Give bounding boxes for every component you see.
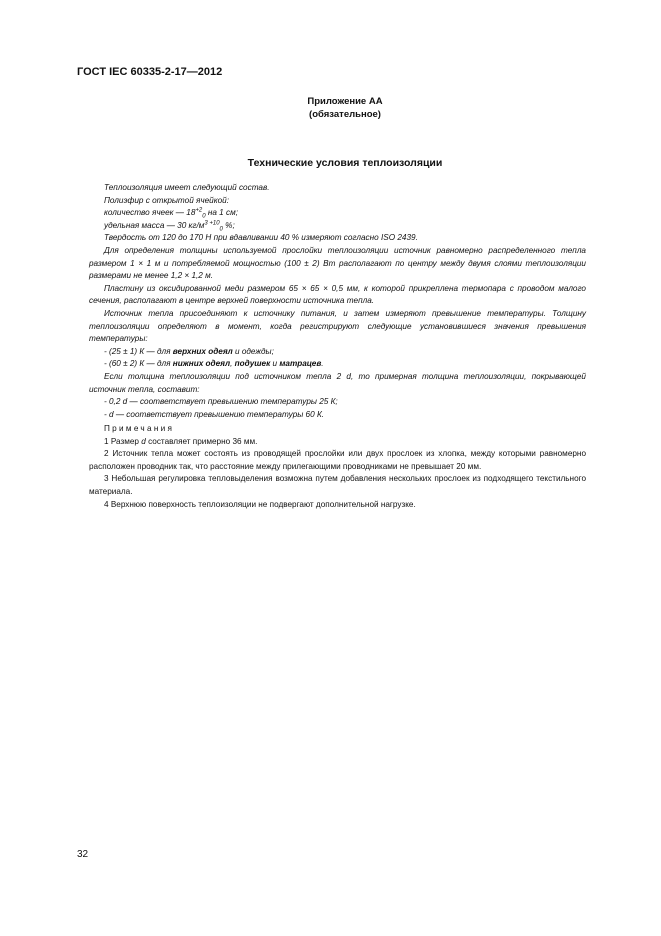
notes-title: Примечания <box>104 424 175 433</box>
hardness-paragraph: Твердость от 120 до 170 Н при вдавливании 40 % измеряют согласно ISO 2439. <box>104 233 418 243</box>
annex-status: (обязательное) <box>309 109 381 120</box>
section-title: Технические условия теплоизоляции <box>247 157 443 169</box>
cell-count-line: количество ячеек — $18^{+2}_0$ на 1 см; <box>104 207 238 220</box>
specification-body <box>89 182 586 421</box>
note-1: 1 Размер d составляет примерно 36 мм. <box>104 436 258 446</box>
intro-paragraph: Теплоизоляция имеет следующий состав. <box>104 183 270 192</box>
note-3: 3 Небольшая регулировка тепловыделения возможна путем добавления нескольких прослоек из подходящего текстильного материала. <box>89 474 586 496</box>
page-number: 32 <box>77 849 89 860</box>
notes-section <box>89 423 586 511</box>
list-item-d: - d — соответствует превышению температуры 60 К. <box>104 409 325 419</box>
note-4: 4 Верхнюю поверхность теплоизоляции не подвергают дополнительной нагрузке. <box>104 499 416 509</box>
density-line: удельная масса — 30 $кг/м^{3 +10}_0$ %; <box>104 220 235 233</box>
foam-paragraph: Полиэфир с открытой ячейкой: <box>104 195 229 205</box>
list-item-upper-blankets: - (25 ± 1) К — для верхних одеял и одежды; <box>104 346 274 356</box>
document-code-header: ГОСТ IEC 60335-2-17—2012 <box>77 66 223 78</box>
annex-title: Приложение АА <box>307 96 383 107</box>
note-2: 2 Источник тепла может состоять из проводящей прослойки или двух прослоек из хлопка, между которыми равномерно расположен проводник так, что расстояние между прилегающими проводниками не превышает 20 мм. <box>89 449 586 471</box>
thickness-paragraph: Для определения толщины используемой прослойки теплоизоляции источник равномерно распределенного тепла размером 1 × 1 м и потребляемой мощностью (100 ± 2) Вт располагают по центру между двумя слоями теплоизоляции размерами не менее 1,2 × 1,2 м. <box>89 245 586 281</box>
thickness-estimate-paragraph: Если толщина теплоизоляции под источником тепла 2 d, то примерная толщина теплоизоляции, покрывающей источник тепла, составит: <box>89 371 586 394</box>
measurement-paragraph: Источник тепла присоединяют к источнику питания, и затем измеряют превышение температуры. Толщину теплоизоляции определяют в момент, когда регистрируют следующие установившиеся значения превышения температуры: <box>89 308 586 344</box>
list-item-lower-blankets: - (60 ± 2) К — для нижних одеял, подушек и матрацев. <box>104 359 324 369</box>
list-item-0-2d: - 0,2 d — соответствует превышению температуры 25 К; <box>104 397 338 407</box>
plate-paragraph: Пластину из оксидированной меди размером 65 × 65 × 0,5 мм, к которой прикреплена термопара с проводом малого сечения, располагают в центре верхней поверхности источника тепла. <box>89 283 586 306</box>
